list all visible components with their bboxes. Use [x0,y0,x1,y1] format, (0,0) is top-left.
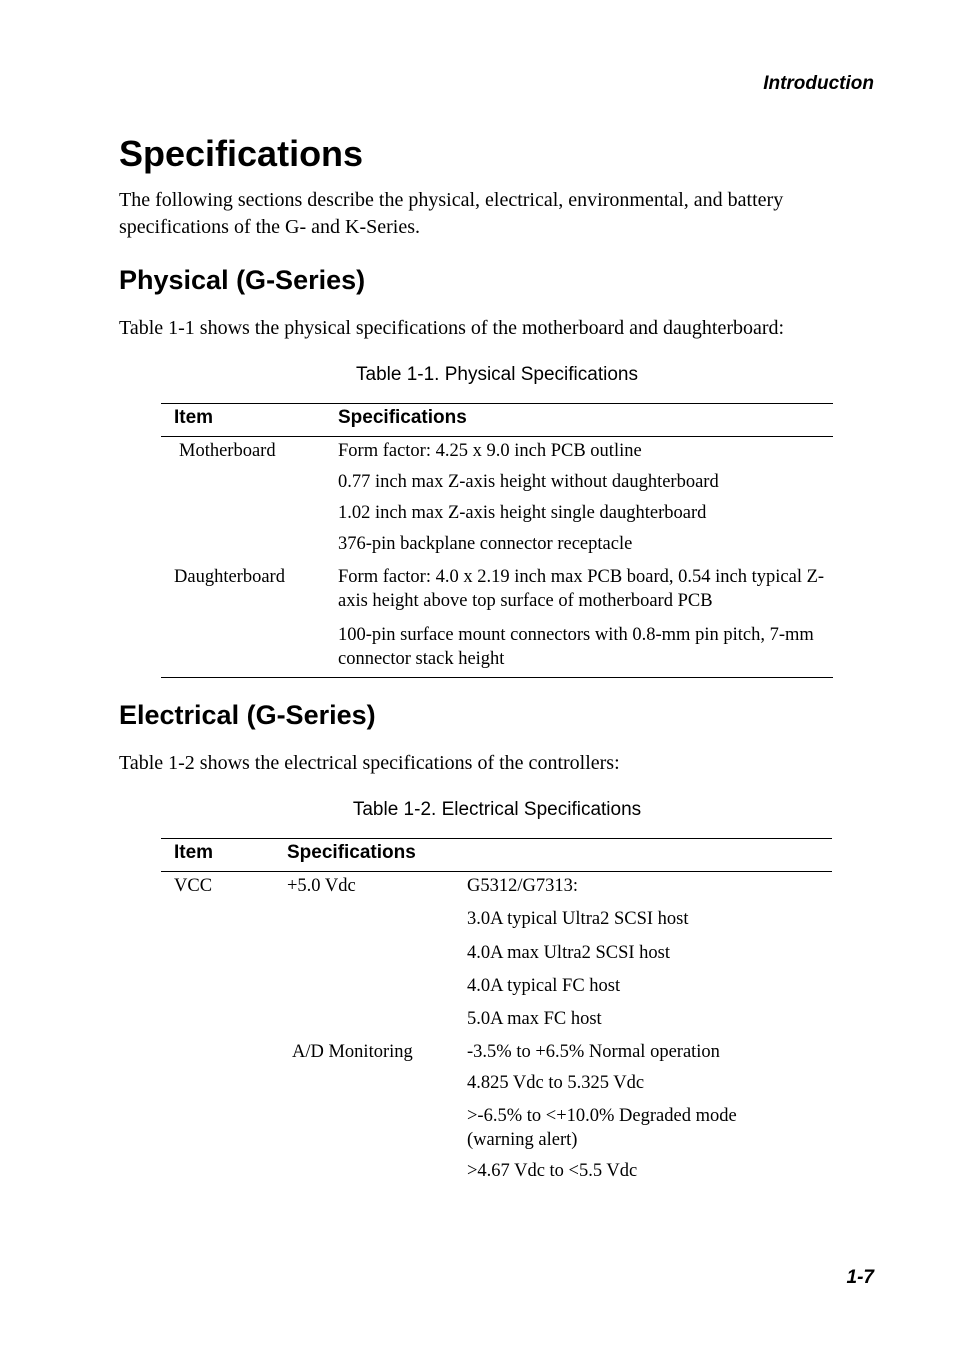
electrical-value: -3.5% to +6.5% Normal operation [467,1042,720,1062]
physical-item-daughterboard: Daughterboard [174,567,285,587]
electrical-value: 3.0A typical Ultra2 SCSI host [467,909,689,929]
electrical-heading: Electrical (G-Series) [119,700,376,730]
electrical-value: >4.67 Vdc to <5.5 Vdc [467,1161,638,1181]
intro-paragraph: The following sections describe the physical, electrical, environmental, and battery specifications of the G- and K-Series. [119,189,784,238]
electrical-paragraph: Table 1-2 shows the electrical specifications of the controllers: [119,752,620,774]
physical-paragraph: Table 1-1 shows the physical specifications of the motherboard and daughterboard: [119,317,785,339]
physical-item-motherboard: Motherboard [179,441,276,461]
electrical-group-label: +5.0 Vdc [287,876,356,896]
electrical-value: 5.0A max FC host [467,1009,602,1029]
physical-table-caption: Table 1-1. Physical Specifications [356,364,638,385]
electrical-value: 4.825 Vdc to 5.325 Vdc [467,1073,645,1093]
page-title: Specifications [119,133,364,174]
table-header-rule [161,871,832,872]
physical-col-spec: Specifications [338,407,467,428]
electrical-group-label: A/D Monitoring [292,1042,413,1062]
electrical-item-vcc: VCC [174,876,213,896]
physical-spec: 0.77 inch max Z-axis height without daughterboard [338,472,719,492]
physical-spec: 100-pin surface mount connectors with 0.8-mm pin pitch, 7-mm connector stack height [338,625,814,669]
electrical-value: >-6.5% to <+10.0% Degraded mode (warning alert) [467,1106,737,1150]
physical-col-item: Item [174,407,214,428]
physical-spec: Form factor: 4.0 x 2.19 inch max PCB board, 0.54 inch typical Z-axis height above top surface of motherboard PCB [338,567,825,611]
page-number: 1-7 [846,1267,874,1288]
physical-spec: 1.02 inch max Z-axis height single daughterboard [338,503,707,523]
electrical-col-item: Item [174,842,214,863]
electrical-value: 4.0A max Ultra2 SCSI host [467,943,670,963]
physical-heading: Physical (G-Series) [119,265,366,295]
table-header-rule [161,436,833,437]
table-top-rule [161,403,833,404]
electrical-value: G5312/G7313: [467,876,578,896]
table-bottom-rule [161,677,833,678]
physical-spec: Form factor: 4.25 x 9.0 inch PCB outline [338,441,642,461]
table-top-rule [161,838,832,839]
electrical-table-caption: Table 1-2. Electrical Specifications [352,799,642,820]
running-header: Introduction [763,73,874,94]
electrical-col-spec: Specifications [287,842,416,863]
electrical-value: 4.0A typical FC host [467,976,621,996]
physical-spec: 376-pin backplane connector receptacle [338,534,633,554]
